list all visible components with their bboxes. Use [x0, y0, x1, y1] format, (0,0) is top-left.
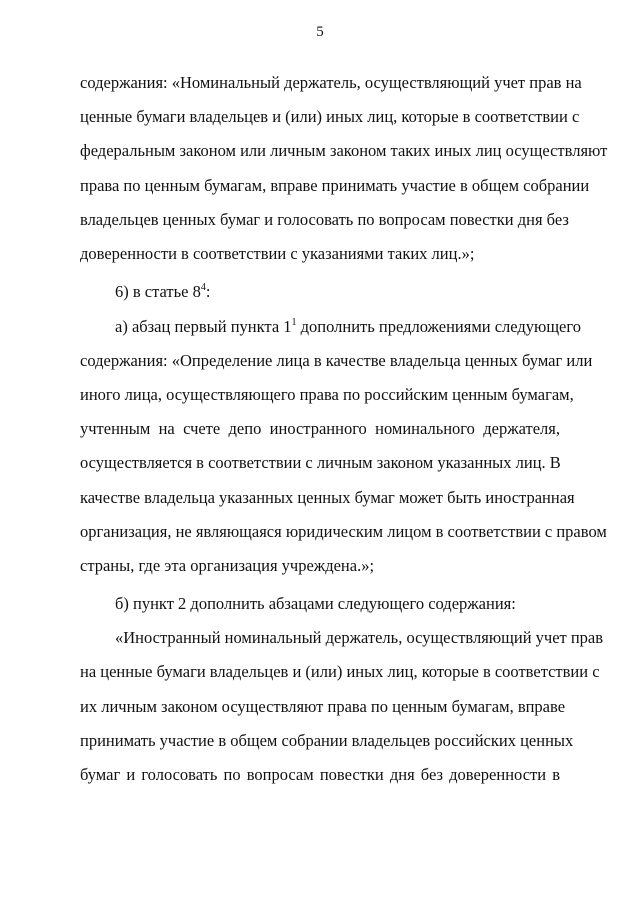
text-line: права по ценным бумагам, вправе принимать участие в общем собрании: [80, 176, 590, 195]
text-line: бумаг и голосовать по вопросам повестки дня без доверенности в: [80, 765, 560, 784]
text-line: качестве владельца указанных ценных бумаг может быть иностранная: [80, 488, 575, 507]
text-line: содержания: «Номинальный держатель, осуществляющий учет прав на: [80, 73, 582, 92]
text-line: принимать участие в общем собрании владельцев российских ценных: [80, 731, 574, 750]
list-item-tail: дополнить предложениями следующего: [296, 317, 581, 336]
text-line: страны, где эта организация учреждена.»;: [80, 556, 375, 575]
superscript: 4: [200, 282, 206, 293]
text-line: «Иностранный номинальный держатель, осуществляющий учет прав: [115, 628, 604, 647]
text-line: осуществляется в соответствии с личным законом указанных лиц. В: [80, 453, 561, 472]
list-item-6: [115, 282, 560, 302]
text-line: владельцев ценных бумаг и голосовать по вопросам повестки дня без: [80, 210, 569, 229]
list-item-a: [115, 317, 581, 337]
text-line: содержания: «Определение лица в качестве владельца ценных бумаг или: [80, 351, 593, 370]
text-line: их личным законом осуществляют права по ценным бумагам, вправе: [80, 697, 566, 716]
text-line: доверенности в соответствии с указаниями таких лиц.»;: [80, 244, 475, 263]
text-line: организация, не являющаяся юридическим лицом в соответствии с правом: [80, 522, 607, 541]
text-line: иного лица, осуществляющего права по российским ценным бумагам,: [80, 385, 574, 404]
superscript: 1: [291, 317, 297, 328]
text-line: на ценные бумаги владельцев и (или) иных лиц, которые в соответствии с: [80, 662, 600, 681]
list-item-b: б) пункт 2 дополнить абзацами следующего содержания:: [115, 594, 516, 613]
page-number: 5: [316, 24, 324, 40]
text-line: учтенным на счете депо иностранного номинального держателя,: [80, 419, 560, 438]
list-item-tail: :: [205, 282, 211, 301]
text-line: федеральным законом или личным законом таких иных лиц осуществляют: [80, 141, 608, 160]
list-item-text: 6) в статье 8: [115, 282, 201, 301]
text-line: ценные бумаги владельцев и (или) иных лиц, которые в соответствии с: [80, 107, 580, 126]
list-item-text: а) абзац первый пункта 1: [115, 317, 292, 336]
